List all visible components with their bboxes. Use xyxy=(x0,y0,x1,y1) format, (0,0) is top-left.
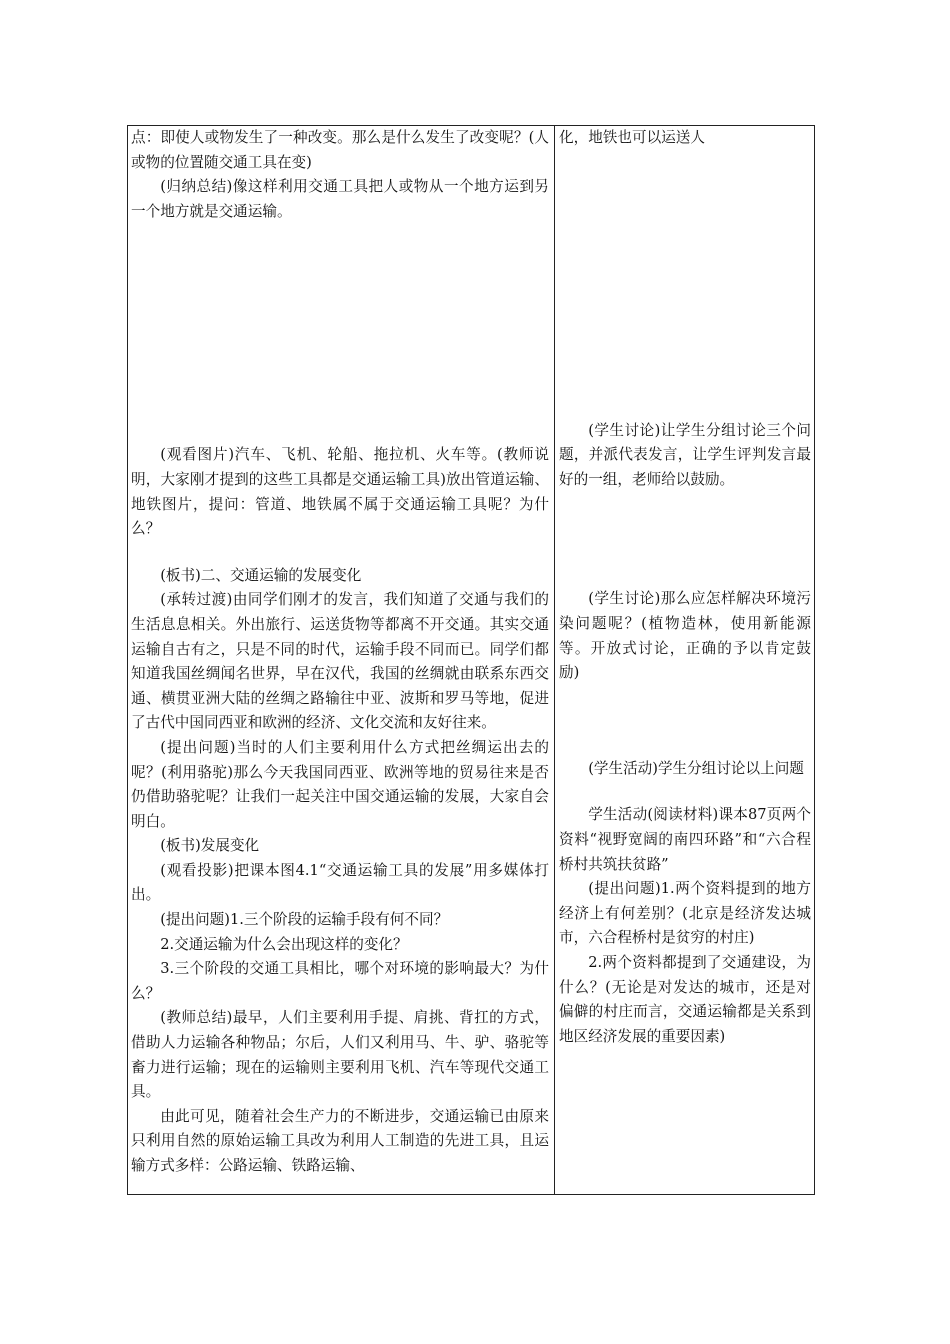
teacher-paragraph: (观看图片)汽车、飞机、轮船、拖拉机、火车等。(教师说明，大家刚才提到的这些工具都是交通运输工具)放出管道运输、地铁图片，提问：管道、地铁属不属于交通运输工具呢？为什么？ xyxy=(131,446,549,538)
teacher-paragraph: (提出问题)1.三个阶段的运输手段有何不同？ xyxy=(160,911,449,929)
student-paragraph: (提出问题)1.两个资料提到的地方经济上有何差别？(北京是经济发达城市，六合程桥村是贫穷的村庄) xyxy=(559,880,811,947)
column-divider xyxy=(554,126,555,1194)
teacher-paragraph: (提出问题)当时的人们主要利用什么方式把丝绸运出去的呢？(利用骆驼)那么今天我国同西亚、欧洲等地的贸易往来是否仍借助骆驼呢？让我们一起关注中国交通运输的发展，大家自会明白。 xyxy=(131,738,549,830)
teacher-activity-column xyxy=(131,126,549,1179)
student-paragraph: (学生讨论)让学生分组讨论三个问题，并派代表发言，让学生评判发言最好的一组，老师给以鼓励。 xyxy=(559,421,811,488)
teacher-paragraph: (观看投影)把课本图4.1“交通运输工具的发展”用多媒体打出。 xyxy=(131,861,549,904)
teacher-paragraph: 由此可见，随着社会生产力的不断进步，交通运输已由原来只利用自然的原始运输工具改为利用人工制造的先进工具，且运输方式多样：公路运输、铁路运输、 xyxy=(131,1107,549,1174)
lesson-plan-table xyxy=(127,125,815,1195)
teacher-paragraph: 点：即使人或物发生了一种改变。那么是什么发生了改变呢？(人或物的位置随交通工具在变) xyxy=(131,129,549,171)
student-paragraph: 学生活动(阅读材料)课本87页两个资料“视野宽阔的南四环路”和“六合程桥村共筑扶贫路” xyxy=(559,806,811,873)
teacher-paragraph: (板书)二、交通运输的发展变化 xyxy=(160,566,362,584)
student-paragraph: 化，地铁也可以运送人 xyxy=(559,129,705,146)
student-activity-column xyxy=(559,126,811,1049)
teacher-paragraph: (承转过渡)由同学们刚才的发言，我们知道了交通与我们的生活息息相关。外出旅行、运送货物等都离不开交通。其实交通运输自古有之，只是不同的时代，运输手段不同而已。同学们都知道我国丝绸闻名世界，早在汉代，我国的丝绸就由联系东西交通、横贯亚洲大陆的丝绸之路输往中亚、波斯和罗马等地，促进了古代中国同西亚和欧洲的经济、文化交流和友好往来。 xyxy=(131,591,549,732)
teacher-paragraph: (归纳总结)像这样利用交通工具把人或物从一个地方运到另一个地方就是交通运输。 xyxy=(131,178,549,220)
teacher-paragraph: (板书)发展变化 xyxy=(160,837,260,855)
student-paragraph: 2.两个资料都提到了交通建设，为什么？(无论是对发达的城市，还是对偏僻的村庄而言，交通运输都是关系到地区经济发展的重要因素) xyxy=(559,953,811,1045)
teacher-paragraph: (教师总结)最早，人们主要利用手提、肩挑、背扛的方式，借助人力运输各种物品；尔后，人们又利用马、牛、驴、骆驼等畜力进行运输；现在的运输则主要利用飞机、汽车等现代交通工具。 xyxy=(131,1009,549,1101)
teacher-paragraph: 3.三个阶段的交通工具相比，哪个对环境的影响最大？为什么？ xyxy=(131,960,549,1002)
student-paragraph: (学生讨论)那么应怎样解决环境污染问题呢？(植物造林，使用新能源等。开放式讨论，正确的予以肯定鼓励) xyxy=(559,590,811,682)
student-paragraph: (学生活动)学生分组讨论以上问题 xyxy=(588,759,804,777)
teacher-paragraph: 2.交通运输为什么会出现这样的变化？ xyxy=(160,935,408,953)
